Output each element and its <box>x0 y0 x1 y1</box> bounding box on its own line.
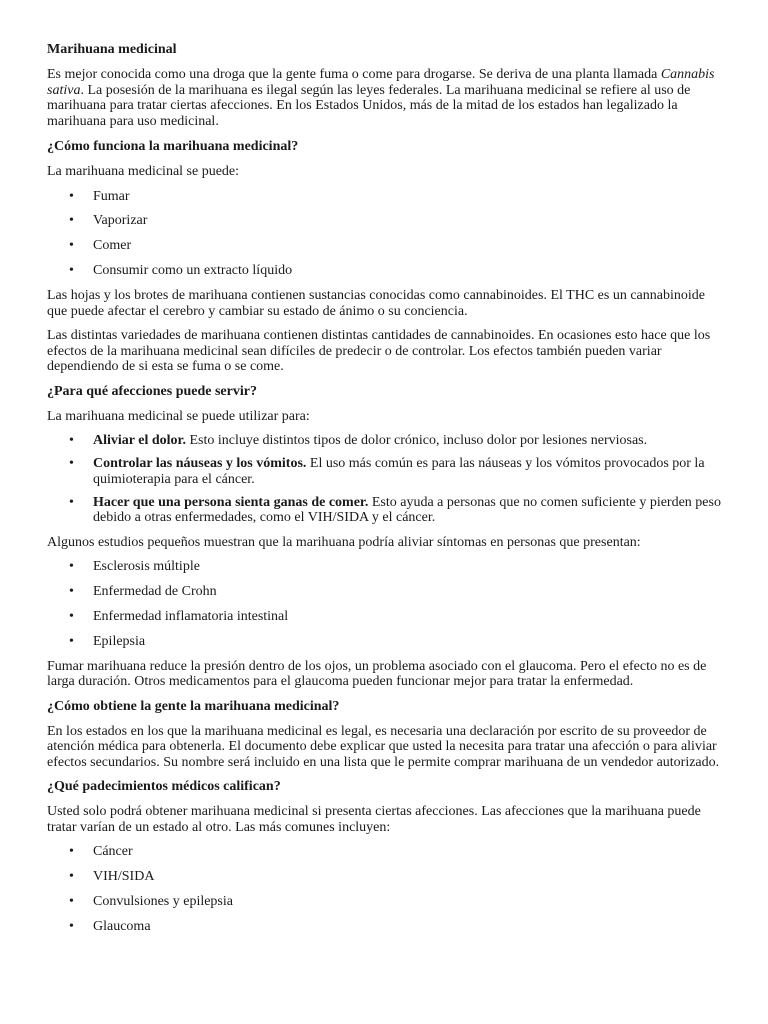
list-item: • Vaporizar <box>47 213 727 229</box>
conditions-list <box>47 559 727 649</box>
list-item-text: El uso más común es para las náuseas y los vómitos provocados por la quimioterapia para el cáncer. <box>93 456 705 487</box>
studies-paragraph: Algunos estudios pequeños muestran que la marihuana podría aliviar síntomas en personas que presentan: <box>47 534 641 550</box>
list-item: • Enfermedad de Crohn <box>47 584 727 600</box>
list-item: • Esclerosis múltiple <box>47 559 727 575</box>
consumption-methods-list <box>47 189 727 279</box>
list-item: • Epilepsia <box>47 634 727 650</box>
list-item-lead: Controlar las náuseas y los vómitos. <box>93 456 307 472</box>
section-heading-how-it-works: ¿Cómo funciona la marihuana medicinal? <box>47 139 299 154</box>
list-item-lead: Aliviar el dolor. <box>93 433 186 449</box>
list-item: • Fumar <box>47 189 727 205</box>
list-item-lead: Hacer que una persona sienta ganas de comer. <box>93 494 369 510</box>
document-title: Marihuana medicinal <box>47 42 177 57</box>
section-heading-how-to-obtain: ¿Cómo obtiene la gente la marihuana medicinal? <box>47 698 340 714</box>
varieties-paragraph: Las distintas variedades de marihuana contienen distintas cantidades de cannabinoides. En ocasiones esto hace que los efectos de la marihuana medicinal sean difíciles de predecir o de controlar. Los efectos también pueden variar dependiendo de si esta se fuma o se come. <box>47 328 711 375</box>
list-item: • VIH/SIDA <box>47 869 727 885</box>
list-item <box>47 456 727 487</box>
list-item: • Consumir como un extracto líquido <box>47 263 727 279</box>
uses-lead-in: La marihuana medicinal se puede utilizar para: <box>47 408 310 424</box>
intro-scientific-name: Cannabis sativa <box>47 67 715 98</box>
list-item <box>47 495 727 526</box>
glaucoma-paragraph: Fumar marihuana reduce la presión dentro de los ojos, un problema asociado con el glaucoma. Pero el efecto no es de larga duración. Otros medicamentos para el glaucoma pueden funcionar mejor para tratar la enfermedad. <box>47 658 707 690</box>
qualifying-paragraph: Usted solo podrá obtener marihuana medicinal si presenta ciertas afecciones. Las afecciones que la marihuana puede tratar varían de un estado al otro. Las más comunes incluyen: <box>47 804 701 835</box>
list-item: • Glaucoma <box>47 919 727 935</box>
intro-text-2: . La posesión de la marihuana es ilegal según las leyes federales. La marihuana medicinal se refiere al uso de marihuana para tratar ciertas afecciones. En los Estados Unidos, más de la mitad de los estados han legalizado la marihuana para uso medicinal. <box>47 82 691 129</box>
list-item: • Convulsiones y epilepsia <box>47 894 727 910</box>
cannabinoids-paragraph: Las hojas y los brotes de marihuana contienen sustancias conocidas como cannabinoides. El THC es un cannabinoide que puede afectar el cerebro y cambiar su estado de ánimo o su conciencia. <box>47 288 705 319</box>
document-page <box>47 42 727 944</box>
intro-text-1: Es mejor conocida como una droga que la gente fuma o come para drogarse. Se deriva de una planta llamada <box>47 67 661 82</box>
list-item: • Enfermedad inflamatoria intestinal <box>47 609 727 625</box>
list-item: • Cáncer <box>47 844 727 860</box>
uses-list <box>47 433 727 526</box>
list-item-text: Esto incluye distintos tipos de dolor crónico, incluso dolor por lesiones nerviosas. <box>185 433 648 449</box>
obtain-paragraph: En los estados en los que la marihuana medicinal es legal, es necesaria una declaración por escrito de su proveedor de atención médica para obtenerla. El documento debe explicar que usted la necesita para tratar una afección o para aliviar efectos secundarios. Su nombre será incluido en una lista que le permite comprar marihuana de un vendedor autorizado. <box>47 723 720 770</box>
list-item: • Comer <box>47 238 727 254</box>
list-item <box>47 433 727 449</box>
section-heading-conditions: ¿Para qué afecciones puede servir? <box>47 383 257 399</box>
section-heading-qualifying-conditions: ¿Qué padecimientos médicos califican? <box>47 779 281 795</box>
qualifying-conditions-list <box>47 844 727 934</box>
how-it-works-lead-in: La marihuana medicinal se puede: <box>47 164 240 179</box>
list-item-text: Esto ayuda a personas que no comen suficiente y pierden peso debido a otras enfermedades, como el VIH/SIDA y el cáncer. <box>93 494 721 526</box>
intro-paragraph <box>47 67 727 129</box>
